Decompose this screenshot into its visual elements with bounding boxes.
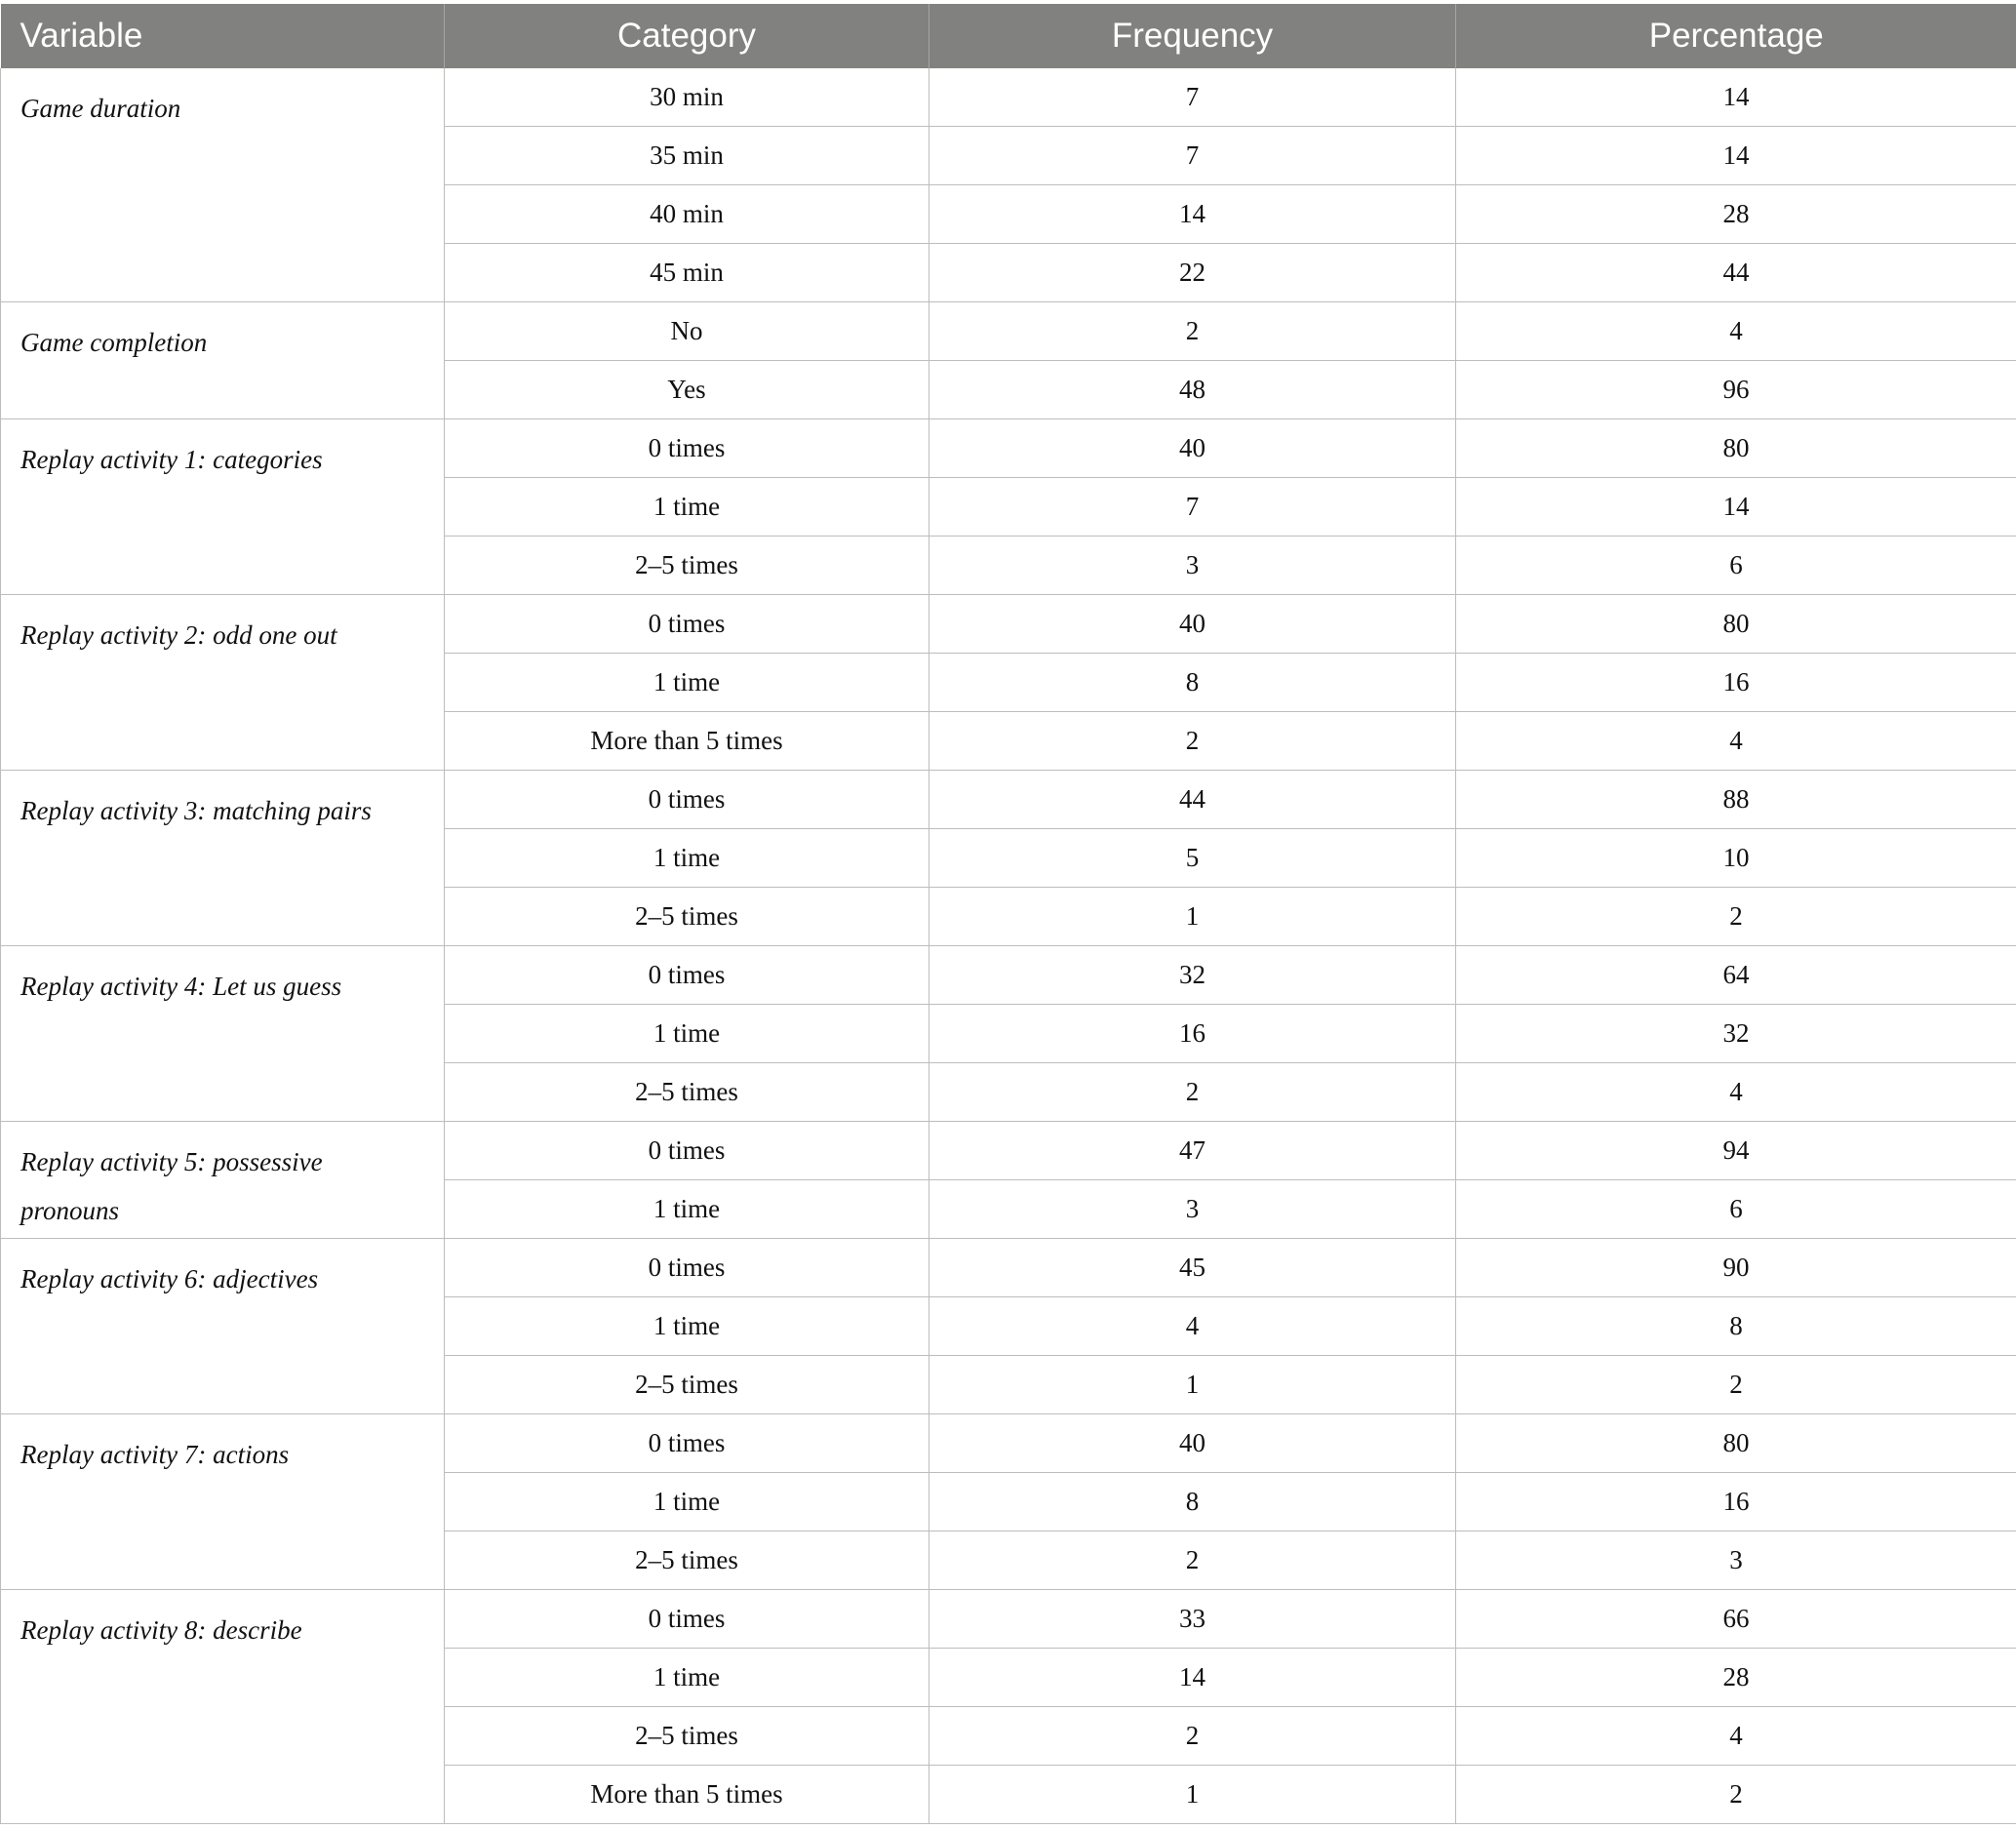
percentage-cell: 3 <box>1456 1532 2016 1590</box>
percentage-cell: 80 <box>1456 419 2016 478</box>
table-row <box>1 771 2016 829</box>
percentage-cell: 4 <box>1456 1063 2016 1122</box>
header-frequency: Frequency <box>929 4 1456 68</box>
category-cell: 2–5 times <box>445 1707 929 1766</box>
frequency-cell: 8 <box>929 1473 1456 1532</box>
variable-cell: Replay activity 1: categories <box>1 419 445 595</box>
category-cell: 40 min <box>445 185 929 244</box>
category-cell: 45 min <box>445 244 929 302</box>
frequency-cell: 45 <box>929 1239 1456 1297</box>
frequency-cell: 33 <box>929 1590 1456 1649</box>
percentage-cell: 44 <box>1456 244 2016 302</box>
percentage-cell: 88 <box>1456 771 2016 829</box>
percentage-cell: 14 <box>1456 127 2016 185</box>
category-cell: 0 times <box>445 419 929 478</box>
percentage-cell: 32 <box>1456 1005 2016 1063</box>
percentage-cell: 14 <box>1456 478 2016 537</box>
frequency-cell: 32 <box>929 946 1456 1005</box>
category-cell: 0 times <box>445 595 929 654</box>
percentage-cell: 28 <box>1456 1649 2016 1707</box>
data-table-container <box>0 4 2016 1824</box>
category-cell: 1 time <box>445 654 929 712</box>
percentage-cell: 90 <box>1456 1239 2016 1297</box>
frequency-cell: 2 <box>929 302 1456 361</box>
percentage-cell: 6 <box>1456 1180 2016 1239</box>
table-row <box>1 1414 2016 1473</box>
percentage-cell: 80 <box>1456 1414 2016 1473</box>
variable-cell: Replay activity 8: describe <box>1 1590 445 1824</box>
frequency-cell: 40 <box>929 419 1456 478</box>
frequency-cell: 7 <box>929 127 1456 185</box>
variable-cell: Replay activity 4: Let us guess <box>1 946 445 1122</box>
percentage-cell: 10 <box>1456 829 2016 888</box>
category-cell: 2–5 times <box>445 537 929 595</box>
frequency-cell: 1 <box>929 1356 1456 1414</box>
percentage-cell: 6 <box>1456 537 2016 595</box>
table-row <box>1 419 2016 478</box>
table-body <box>1 68 2016 1824</box>
variable-cell: Replay activity 6: adjectives <box>1 1239 445 1414</box>
percentage-cell: 28 <box>1456 185 2016 244</box>
category-cell: More than 5 times <box>445 712 929 771</box>
percentage-cell: 2 <box>1456 1356 2016 1414</box>
category-cell: 2–5 times <box>445 1063 929 1122</box>
frequency-cell: 2 <box>929 1532 1456 1590</box>
variable-cell: Replay activity 5: possessive pronouns <box>1 1122 445 1239</box>
frequency-cell: 40 <box>929 1414 1456 1473</box>
category-cell: 0 times <box>445 1414 929 1473</box>
frequency-cell: 8 <box>929 654 1456 712</box>
variable-cell: Replay activity 7: actions <box>1 1414 445 1590</box>
frequency-cell: 1 <box>929 888 1456 946</box>
category-cell: 1 time <box>445 1180 929 1239</box>
frequency-cell: 7 <box>929 68 1456 127</box>
variable-cell: Game completion <box>1 302 445 419</box>
category-cell: 1 time <box>445 1473 929 1532</box>
percentage-cell: 2 <box>1456 1766 2016 1824</box>
table-row <box>1 302 2016 361</box>
category-cell: 1 time <box>445 829 929 888</box>
frequency-cell: 16 <box>929 1005 1456 1063</box>
frequency-cell: 14 <box>929 185 1456 244</box>
percentage-cell: 2 <box>1456 888 2016 946</box>
variable-cell: Replay activity 2: odd one out <box>1 595 445 771</box>
percentage-cell: 4 <box>1456 302 2016 361</box>
percentage-cell: 14 <box>1456 68 2016 127</box>
header-percentage: Percentage <box>1456 4 2016 68</box>
category-cell: 1 time <box>445 1649 929 1707</box>
frequency-cell: 3 <box>929 537 1456 595</box>
table-row <box>1 946 2016 1005</box>
variable-cell: Replay activity 3: matching pairs <box>1 771 445 946</box>
frequency-cell: 40 <box>929 595 1456 654</box>
frequency-cell: 2 <box>929 712 1456 771</box>
table-header <box>1 4 2016 68</box>
frequency-cell: 2 <box>929 1063 1456 1122</box>
frequency-cell: 2 <box>929 1707 1456 1766</box>
category-cell: 0 times <box>445 1239 929 1297</box>
frequency-cell: 7 <box>929 478 1456 537</box>
frequency-cell: 3 <box>929 1180 1456 1239</box>
category-cell: 0 times <box>445 771 929 829</box>
category-cell: No <box>445 302 929 361</box>
table-row <box>1 1239 2016 1297</box>
percentage-cell: 4 <box>1456 1707 2016 1766</box>
table-row <box>1 1590 2016 1649</box>
percentage-cell: 94 <box>1456 1122 2016 1180</box>
frequency-cell: 44 <box>929 771 1456 829</box>
category-cell: Yes <box>445 361 929 419</box>
frequency-cell: 5 <box>929 829 1456 888</box>
category-cell: 2–5 times <box>445 888 929 946</box>
frequency-cell: 47 <box>929 1122 1456 1180</box>
frequency-cell: 48 <box>929 361 1456 419</box>
category-cell: 2–5 times <box>445 1532 929 1590</box>
frequency-cell: 22 <box>929 244 1456 302</box>
category-cell: 0 times <box>445 1122 929 1180</box>
percentage-cell: 16 <box>1456 654 2016 712</box>
header-category: Category <box>445 4 929 68</box>
table-row <box>1 68 2016 127</box>
category-cell: 35 min <box>445 127 929 185</box>
category-cell: 2–5 times <box>445 1356 929 1414</box>
category-cell: More than 5 times <box>445 1766 929 1824</box>
category-cell: 1 time <box>445 1297 929 1356</box>
table-row <box>1 1122 2016 1180</box>
data-table <box>0 4 2016 1824</box>
frequency-cell: 14 <box>929 1649 1456 1707</box>
category-cell: 0 times <box>445 1590 929 1649</box>
header-row <box>1 4 2016 68</box>
variable-cell: Game duration <box>1 68 445 302</box>
header-variable: Variable <box>1 4 445 68</box>
percentage-cell: 16 <box>1456 1473 2016 1532</box>
category-cell: 1 time <box>445 1005 929 1063</box>
percentage-cell: 96 <box>1456 361 2016 419</box>
category-cell: 0 times <box>445 946 929 1005</box>
percentage-cell: 80 <box>1456 595 2016 654</box>
table-row <box>1 595 2016 654</box>
frequency-cell: 4 <box>929 1297 1456 1356</box>
percentage-cell: 4 <box>1456 712 2016 771</box>
category-cell: 30 min <box>445 68 929 127</box>
frequency-cell: 1 <box>929 1766 1456 1824</box>
percentage-cell: 8 <box>1456 1297 2016 1356</box>
category-cell: 1 time <box>445 478 929 537</box>
percentage-cell: 64 <box>1456 946 2016 1005</box>
percentage-cell: 66 <box>1456 1590 2016 1649</box>
